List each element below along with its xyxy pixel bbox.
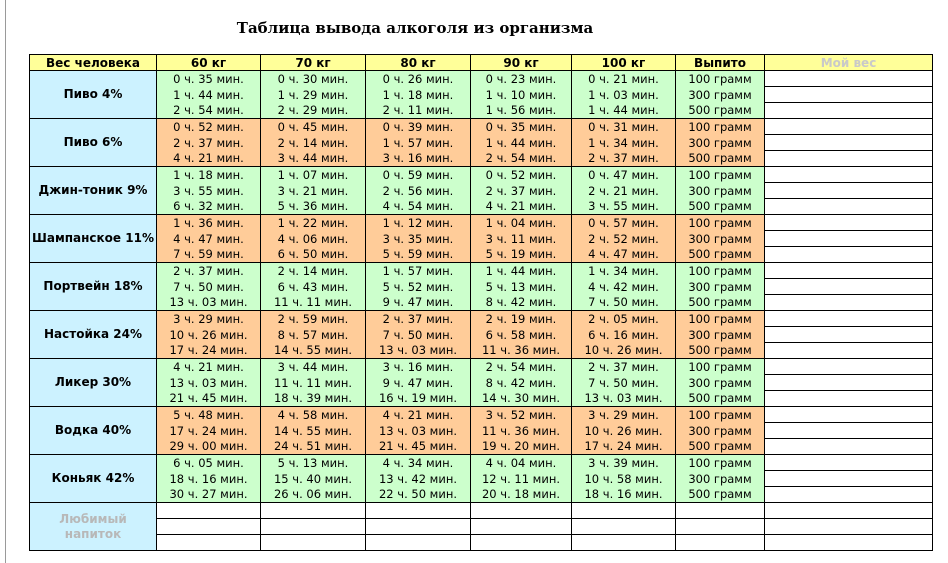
favorite-input-cell[interactable] bbox=[572, 535, 676, 551]
alcohol-elimination-table bbox=[29, 54, 933, 551]
time-cell: 20 ч. 18 мин. bbox=[471, 487, 572, 503]
time-cell: 2 ч. 37 мин. bbox=[572, 359, 676, 375]
time-cell: 3 ч. 11 мин. bbox=[471, 231, 572, 247]
favorite-input-cell[interactable] bbox=[676, 535, 765, 551]
my-weight-cell[interactable] bbox=[765, 183, 933, 199]
time-cell: 16 ч. 19 мин. bbox=[366, 391, 471, 407]
time-cell: 1 ч. 36 мин. bbox=[157, 215, 261, 231]
my-weight-cell[interactable] bbox=[765, 279, 933, 295]
amount-cell: 300 грамм bbox=[676, 279, 765, 295]
my-weight-cell[interactable] bbox=[765, 103, 933, 119]
time-cell: 13 ч. 03 мин. bbox=[366, 343, 471, 359]
time-cell: 6 ч. 05 мин. bbox=[157, 455, 261, 471]
table-row bbox=[30, 151, 933, 167]
amount-cell: 100 грамм bbox=[676, 215, 765, 231]
favorite-input-cell[interactable] bbox=[366, 519, 471, 535]
amount-cell: 100 грамм bbox=[676, 455, 765, 471]
my-weight-cell[interactable] bbox=[765, 439, 933, 455]
time-cell: 2 ч. 37 мин. bbox=[366, 311, 471, 327]
amount-cell: 100 грамм bbox=[676, 311, 765, 327]
my-weight-cell[interactable] bbox=[765, 423, 933, 439]
table-row bbox=[30, 231, 933, 247]
time-cell: 0 ч. 35 мин. bbox=[157, 71, 261, 87]
table-row bbox=[30, 359, 933, 375]
time-cell: 17 ч. 24 мин. bbox=[572, 439, 676, 455]
table-row bbox=[30, 279, 933, 295]
time-cell: 10 ч. 58 мин. bbox=[572, 471, 676, 487]
time-cell: 7 ч. 50 мин. bbox=[572, 295, 676, 311]
time-cell: 8 ч. 57 мин. bbox=[261, 327, 366, 343]
my-weight-cell[interactable] bbox=[765, 359, 933, 375]
time-cell: 11 ч. 11 мин. bbox=[261, 375, 366, 391]
table-row bbox=[30, 343, 933, 359]
time-cell: 1 ч. 22 мин. bbox=[261, 215, 366, 231]
favorite-input-cell[interactable] bbox=[765, 503, 933, 519]
time-cell: 0 ч. 39 мин. bbox=[366, 119, 471, 135]
time-cell: 2 ч. 37 мин. bbox=[471, 183, 572, 199]
time-cell: 4 ч. 34 мин. bbox=[366, 455, 471, 471]
time-cell: 8 ч. 42 мин. bbox=[471, 295, 572, 311]
table-row bbox=[30, 71, 933, 87]
time-cell: 17 ч. 24 мин. bbox=[157, 343, 261, 359]
time-cell: 2 ч. 14 мин. bbox=[261, 263, 366, 279]
favorite-input-cell[interactable] bbox=[572, 503, 676, 519]
time-cell: 4 ч. 21 мин. bbox=[157, 151, 261, 167]
time-cell: 9 ч. 47 мин. bbox=[366, 375, 471, 391]
header-weight-80: 80 кг bbox=[366, 55, 471, 71]
time-cell: 0 ч. 47 мин. bbox=[572, 167, 676, 183]
time-cell: 4 ч. 04 мин. bbox=[471, 455, 572, 471]
favorite-input-cell[interactable] bbox=[366, 535, 471, 551]
time-cell: 18 ч. 16 мин. bbox=[572, 487, 676, 503]
table-row bbox=[30, 455, 933, 471]
favorite-row bbox=[30, 503, 933, 519]
time-cell: 11 ч. 36 мин. bbox=[471, 423, 572, 439]
time-cell: 0 ч. 57 мин. bbox=[572, 215, 676, 231]
table-row bbox=[30, 295, 933, 311]
time-cell: 13 ч. 03 мин. bbox=[157, 375, 261, 391]
time-cell: 0 ч. 52 мин. bbox=[471, 167, 572, 183]
favorite-input-cell[interactable] bbox=[676, 519, 765, 535]
amount-cell: 300 грамм bbox=[676, 471, 765, 487]
time-cell: 13 ч. 42 мин. bbox=[366, 471, 471, 487]
table-row bbox=[30, 327, 933, 343]
header-row bbox=[30, 55, 933, 71]
time-cell: 21 ч. 45 мин. bbox=[157, 391, 261, 407]
time-cell: 1 ч. 44 мин. bbox=[471, 263, 572, 279]
my-weight-cell[interactable] bbox=[765, 231, 933, 247]
time-cell: 10 ч. 26 мин. bbox=[572, 423, 676, 439]
time-cell: 2 ч. 29 мин. bbox=[261, 103, 366, 119]
favorite-input-cell[interactable] bbox=[471, 519, 572, 535]
amount-cell: 100 грамм bbox=[676, 167, 765, 183]
my-weight-cell[interactable] bbox=[765, 135, 933, 151]
table-row bbox=[30, 87, 933, 103]
time-cell: 3 ч. 29 мин. bbox=[157, 311, 261, 327]
table-row bbox=[30, 167, 933, 183]
favorite-input-cell[interactable] bbox=[765, 535, 933, 551]
time-cell: 18 ч. 39 мин. bbox=[261, 391, 366, 407]
my-weight-cell[interactable] bbox=[765, 199, 933, 215]
page-title: Таблица вывода алкоголя из организма bbox=[236, 19, 594, 37]
header-weight-90: 90 кг bbox=[471, 55, 572, 71]
table-row bbox=[30, 183, 933, 199]
time-cell: 1 ч. 56 мин. bbox=[471, 103, 572, 119]
time-cell: 14 ч. 55 мин. bbox=[261, 423, 366, 439]
favorite-input-cell[interactable] bbox=[261, 535, 366, 551]
amount-cell: 100 грамм bbox=[676, 71, 765, 87]
time-cell: 0 ч. 26 мин. bbox=[366, 71, 471, 87]
time-cell: 0 ч. 45 мин. bbox=[261, 119, 366, 135]
drink-name-cell: Джин-тоник 9% bbox=[30, 167, 157, 215]
time-cell: 1 ч. 07 мин. bbox=[261, 167, 366, 183]
favorite-input-cell[interactable] bbox=[366, 503, 471, 519]
table-row bbox=[30, 199, 933, 215]
time-cell: 2 ч. 37 мин. bbox=[572, 151, 676, 167]
time-cell: 1 ч. 34 мин. bbox=[572, 263, 676, 279]
favorite-input-cell[interactable] bbox=[676, 503, 765, 519]
favorite-drink-cell[interactable]: Любимый напиток bbox=[30, 503, 157, 551]
table-row bbox=[30, 391, 933, 407]
favorite-input-cell[interactable] bbox=[261, 503, 366, 519]
time-cell: 2 ч. 21 мин. bbox=[572, 183, 676, 199]
time-cell: 4 ч. 21 мин. bbox=[157, 359, 261, 375]
time-cell: 0 ч. 35 мин. bbox=[471, 119, 572, 135]
time-cell: 1 ч. 18 мин. bbox=[157, 167, 261, 183]
time-cell: 3 ч. 44 мин. bbox=[261, 151, 366, 167]
header-weight-60: 60 кг bbox=[157, 55, 261, 71]
amount-cell: 300 грамм bbox=[676, 327, 765, 343]
time-cell: 1 ч. 29 мин. bbox=[261, 87, 366, 103]
time-cell: 2 ч. 52 мин. bbox=[572, 231, 676, 247]
favorite-input-cell[interactable] bbox=[572, 519, 676, 535]
drink-name-cell: Водка 40% bbox=[30, 407, 157, 455]
drink-name-cell: Портвейн 18% bbox=[30, 263, 157, 311]
time-cell: 3 ч. 55 мин. bbox=[157, 183, 261, 199]
my-weight-cell[interactable] bbox=[765, 87, 933, 103]
time-cell: 2 ч. 54 мин. bbox=[471, 151, 572, 167]
table-row bbox=[30, 247, 933, 263]
amount-cell: 500 грамм bbox=[676, 439, 765, 455]
amount-cell: 500 грамм bbox=[676, 295, 765, 311]
my-weight-cell[interactable] bbox=[765, 407, 933, 423]
header-weight-70: 70 кг bbox=[261, 55, 366, 71]
time-cell: 15 ч. 40 мин. bbox=[261, 471, 366, 487]
time-cell: 6 ч. 16 мин. bbox=[572, 327, 676, 343]
table-row bbox=[30, 311, 933, 327]
time-cell: 1 ч. 34 мин. bbox=[572, 135, 676, 151]
time-cell: 4 ч. 06 мин. bbox=[261, 231, 366, 247]
time-cell: 2 ч. 59 мин. bbox=[261, 311, 366, 327]
amount-cell: 500 грамм bbox=[676, 391, 765, 407]
table-row bbox=[30, 103, 933, 119]
time-cell: 6 ч. 50 мин. bbox=[261, 247, 366, 263]
header-my-weight[interactable]: Мой вес bbox=[765, 55, 933, 71]
time-cell: 10 ч. 26 мин. bbox=[572, 343, 676, 359]
amount-cell: 500 грамм bbox=[676, 199, 765, 215]
header-weight-100: 100 кг bbox=[572, 55, 676, 71]
time-cell: 7 ч. 59 мин. bbox=[157, 247, 261, 263]
time-cell: 13 ч. 03 мин. bbox=[572, 391, 676, 407]
time-cell: 5 ч. 36 мин. bbox=[261, 199, 366, 215]
time-cell: 0 ч. 30 мин. bbox=[261, 71, 366, 87]
amount-cell: 100 грамм bbox=[676, 407, 765, 423]
time-cell: 3 ч. 21 мин. bbox=[261, 183, 366, 199]
table-row bbox=[30, 215, 933, 231]
time-cell: 21 ч. 45 мин. bbox=[366, 439, 471, 455]
drink-name-cell: Ликер 30% bbox=[30, 359, 157, 407]
time-cell: 3 ч. 55 мин. bbox=[572, 199, 676, 215]
amount-cell: 300 грамм bbox=[676, 375, 765, 391]
my-weight-cell[interactable] bbox=[765, 215, 933, 231]
time-cell: 11 ч. 11 мин. bbox=[261, 295, 366, 311]
time-cell: 0 ч. 59 мин. bbox=[366, 167, 471, 183]
time-cell: 6 ч. 58 мин. bbox=[471, 327, 572, 343]
time-cell: 2 ч. 56 мин. bbox=[366, 183, 471, 199]
drink-name-cell: Шампанское 11% bbox=[30, 215, 157, 263]
time-cell: 2 ч. 54 мин. bbox=[471, 359, 572, 375]
table-row bbox=[30, 439, 933, 455]
time-cell: 9 ч. 47 мин. bbox=[366, 295, 471, 311]
favorite-row bbox=[30, 535, 933, 551]
header-weight-label: Вес человека bbox=[30, 55, 157, 71]
table-row bbox=[30, 375, 933, 391]
my-weight-cell[interactable] bbox=[765, 119, 933, 135]
my-weight-cell[interactable] bbox=[765, 263, 933, 279]
time-cell: 22 ч. 50 мин. bbox=[366, 487, 471, 503]
time-cell: 5 ч. 48 мин. bbox=[157, 407, 261, 423]
my-weight-cell[interactable] bbox=[765, 471, 933, 487]
favorite-input-cell[interactable] bbox=[157, 503, 261, 519]
favorite-input-cell[interactable] bbox=[157, 519, 261, 535]
time-cell: 1 ч. 10 мин. bbox=[471, 87, 572, 103]
time-cell: 2 ч. 54 мин. bbox=[157, 103, 261, 119]
time-cell: 24 ч. 51 мин. bbox=[261, 439, 366, 455]
time-cell: 2 ч. 11 мин. bbox=[366, 103, 471, 119]
time-cell: 30 ч. 27 мин. bbox=[157, 487, 261, 503]
table-row bbox=[30, 135, 933, 151]
time-cell: 0 ч. 52 мин. bbox=[157, 119, 261, 135]
time-cell: 29 ч. 00 мин. bbox=[157, 439, 261, 455]
time-cell: 6 ч. 43 мин. bbox=[261, 279, 366, 295]
my-weight-cell[interactable] bbox=[765, 247, 933, 263]
time-cell: 5 ч. 13 мин. bbox=[471, 279, 572, 295]
time-cell: 26 ч. 06 мин. bbox=[261, 487, 366, 503]
time-cell: 0 ч. 31 мин. bbox=[572, 119, 676, 135]
my-weight-cell[interactable] bbox=[765, 487, 933, 503]
my-weight-cell[interactable] bbox=[765, 151, 933, 167]
time-cell: 3 ч. 16 мин. bbox=[366, 151, 471, 167]
my-weight-cell[interactable] bbox=[765, 167, 933, 183]
time-cell: 5 ч. 19 мин. bbox=[471, 247, 572, 263]
time-cell: 1 ч. 12 мин. bbox=[366, 215, 471, 231]
table-body bbox=[30, 71, 933, 551]
my-weight-cell[interactable] bbox=[765, 327, 933, 343]
time-cell: 7 ч. 50 мин. bbox=[157, 279, 261, 295]
amount-cell: 500 грамм bbox=[676, 487, 765, 503]
time-cell: 4 ч. 58 мин. bbox=[261, 407, 366, 423]
time-cell: 4 ч. 21 мин. bbox=[366, 407, 471, 423]
time-cell: 4 ч. 47 мин. bbox=[157, 231, 261, 247]
my-weight-cell[interactable] bbox=[765, 391, 933, 407]
time-cell: 1 ч. 44 мин. bbox=[471, 135, 572, 151]
time-cell: 4 ч. 42 мин. bbox=[572, 279, 676, 295]
favorite-input-cell[interactable] bbox=[471, 535, 572, 551]
drink-name-cell: Коньяк 42% bbox=[30, 455, 157, 503]
favorite-input-cell[interactable] bbox=[157, 535, 261, 551]
my-weight-cell[interactable] bbox=[765, 311, 933, 327]
time-cell: 1 ч. 03 мин. bbox=[572, 87, 676, 103]
time-cell: 18 ч. 16 мин. bbox=[157, 471, 261, 487]
time-cell: 14 ч. 30 мин. bbox=[471, 391, 572, 407]
amount-cell: 500 грамм bbox=[676, 247, 765, 263]
time-cell: 1 ч. 44 мин. bbox=[572, 103, 676, 119]
table-row bbox=[30, 423, 933, 439]
amount-cell: 100 грамм bbox=[676, 263, 765, 279]
amount-cell: 100 грамм bbox=[676, 119, 765, 135]
time-cell: 0 ч. 23 мин. bbox=[471, 71, 572, 87]
drink-name-cell: Пиво 4% bbox=[30, 71, 157, 119]
time-cell: 10 ч. 26 мин. bbox=[157, 327, 261, 343]
time-cell: 13 ч. 03 мин. bbox=[157, 295, 261, 311]
time-cell: 3 ч. 29 мин. bbox=[572, 407, 676, 423]
time-cell: 1 ч. 44 мин. bbox=[157, 87, 261, 103]
time-cell: 8 ч. 42 мин. bbox=[471, 375, 572, 391]
time-cell: 3 ч. 44 мин. bbox=[261, 359, 366, 375]
time-cell: 19 ч. 20 мин. bbox=[471, 439, 572, 455]
time-cell: 2 ч. 05 мин. bbox=[572, 311, 676, 327]
my-weight-cell[interactable] bbox=[765, 455, 933, 471]
drink-name-cell: Настойка 24% bbox=[30, 311, 157, 359]
time-cell: 1 ч. 04 мин. bbox=[471, 215, 572, 231]
amount-cell: 300 грамм bbox=[676, 87, 765, 103]
time-cell: 4 ч. 54 мин. bbox=[366, 199, 471, 215]
amount-cell: 500 грамм bbox=[676, 343, 765, 359]
my-weight-cell[interactable] bbox=[765, 71, 933, 87]
time-cell: 1 ч. 57 мин. bbox=[366, 135, 471, 151]
time-cell: 7 ч. 50 мин. bbox=[366, 327, 471, 343]
time-cell: 14 ч. 55 мин. bbox=[261, 343, 366, 359]
amount-cell: 500 грамм bbox=[676, 151, 765, 167]
time-cell: 1 ч. 18 мин. bbox=[366, 87, 471, 103]
amount-cell: 500 грамм bbox=[676, 103, 765, 119]
time-cell: 5 ч. 13 мин. bbox=[261, 455, 366, 471]
drink-name-cell: Пиво 6% bbox=[30, 119, 157, 167]
time-cell: 5 ч. 59 мин. bbox=[366, 247, 471, 263]
time-cell: 2 ч. 37 мин. bbox=[157, 135, 261, 151]
time-cell: 13 ч. 03 мин. bbox=[366, 423, 471, 439]
time-cell: 4 ч. 47 мин. bbox=[572, 247, 676, 263]
favorite-input-cell[interactable] bbox=[261, 519, 366, 535]
time-cell: 7 ч. 50 мин. bbox=[572, 375, 676, 391]
amount-cell: 300 грамм bbox=[676, 183, 765, 199]
time-cell: 0 ч. 21 мин. bbox=[572, 71, 676, 87]
left-border-line bbox=[5, 0, 6, 563]
time-cell: 1 ч. 57 мин. bbox=[366, 263, 471, 279]
table-row bbox=[30, 471, 933, 487]
time-cell: 6 ч. 32 мин. bbox=[157, 199, 261, 215]
time-cell: 3 ч. 16 мин. bbox=[366, 359, 471, 375]
time-cell: 17 ч. 24 мин. bbox=[157, 423, 261, 439]
header-drunk: Выпито bbox=[676, 55, 765, 71]
time-cell: 3 ч. 39 мин. bbox=[572, 455, 676, 471]
time-cell: 3 ч. 52 мин. bbox=[471, 407, 572, 423]
time-cell: 4 ч. 21 мин. bbox=[471, 199, 572, 215]
amount-cell: 300 грамм bbox=[676, 231, 765, 247]
table-row bbox=[30, 263, 933, 279]
favorite-row bbox=[30, 519, 933, 535]
amount-cell: 300 грамм bbox=[676, 135, 765, 151]
time-cell: 3 ч. 35 мин. bbox=[366, 231, 471, 247]
favorite-input-cell[interactable] bbox=[765, 519, 933, 535]
table-row bbox=[30, 119, 933, 135]
amount-cell: 100 грамм bbox=[676, 359, 765, 375]
my-weight-cell[interactable] bbox=[765, 295, 933, 311]
amount-cell: 300 грамм bbox=[676, 423, 765, 439]
table-row bbox=[30, 407, 933, 423]
favorite-input-cell[interactable] bbox=[471, 503, 572, 519]
time-cell: 12 ч. 11 мин. bbox=[471, 471, 572, 487]
time-cell: 2 ч. 19 мин. bbox=[471, 311, 572, 327]
time-cell: 11 ч. 36 мин. bbox=[471, 343, 572, 359]
time-cell: 2 ч. 14 мин. bbox=[261, 135, 366, 151]
time-cell: 5 ч. 52 мин. bbox=[366, 279, 471, 295]
table-row bbox=[30, 487, 933, 503]
my-weight-cell[interactable] bbox=[765, 375, 933, 391]
my-weight-cell[interactable] bbox=[765, 343, 933, 359]
time-cell: 2 ч. 37 мин. bbox=[157, 263, 261, 279]
